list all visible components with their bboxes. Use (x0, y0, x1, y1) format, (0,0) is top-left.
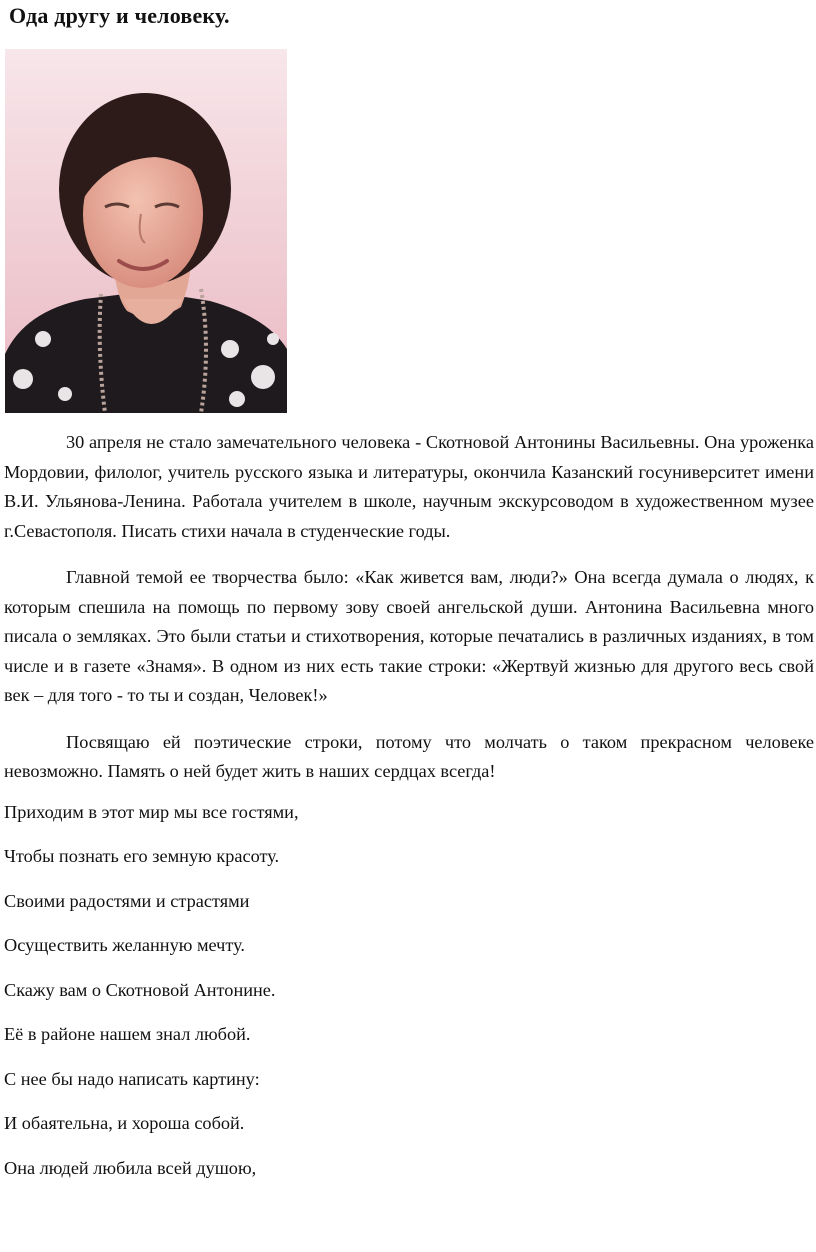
poem-line: Чтобы познать его земную красоту. (4, 846, 280, 866)
document-title: Ода другу и человеку. (9, 3, 230, 28)
article-body (4, 428, 814, 1201)
poem-line: Её в районе нашем знал любой. (4, 1024, 251, 1044)
poem-line: Приходим в этот мир мы все гостями, (4, 801, 299, 822)
paragraph-3: Посвящаю ей поэтические строки, потому что молчать о таком прекрасном человеке невозможно. Память о ней будет жить в наших сердцах всегда! (4, 731, 814, 781)
paragraph-1: 30 апреля не стало замечательного человека - Скотновой Антонины Васильевны. Она уроженка Мордовии, филолог, учитель русского языка и литературы, окончила Казанский госуниверситет имени В.И. Ульянова-Ленина. Работала учителем в школе, научным экскурсоводом в художественном музее г.Севастополя. Писать стихи начала в студенческие годы. (4, 432, 814, 541)
poem-line: Своими радостями и страстями (4, 890, 250, 911)
poem (4, 801, 814, 1202)
portrait-photo (5, 49, 287, 413)
poem-line: Осуществить желанную мечту. (4, 935, 246, 955)
paragraph-2: Главной темой ее творчества было: «Как живется вам, люди?» Она всегда думала о людях, к которым спешила на помощь по первому зову своей ангельской души. Антонина Васильевна много писала о земляках. Это были статьи и стихотворения, которые печатались в различных изданиях, в том числе и в газете «Знамя». В одном из них есть такие строки: «Жертвуй жизнью для другого весь свой век – для того - то ты и создан, Человек!» (4, 567, 814, 705)
poem-line: С нее бы надо написать картину: (4, 1068, 260, 1089)
poem-line: Она людей любила всей душою, (4, 1157, 257, 1178)
poem-line: И обаятельна, и хороша собой. (4, 1113, 245, 1133)
poem-line: Скажу вам о Скотновой Антонине. (4, 979, 276, 1000)
